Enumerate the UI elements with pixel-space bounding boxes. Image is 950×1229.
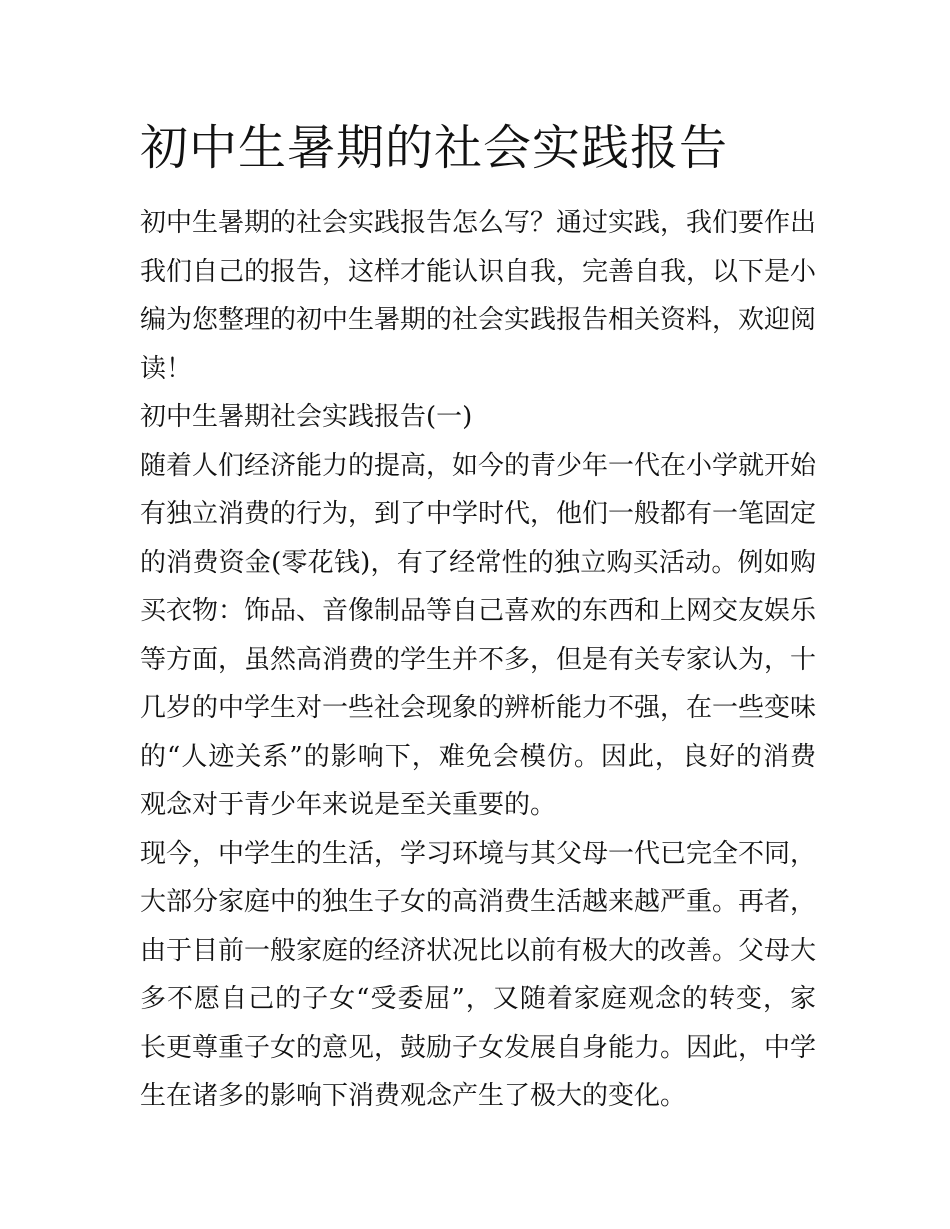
intro-paragraph: 初中生暑期的社会实践报告怎么写？通过实践，我们要作出我们自己的报告，这样才能认识自我，完善自我，以下是小编为您整理的初中生暑期的社会实践报告相关资料，欢迎阅读！ — [140, 208, 817, 384]
body-paragraph: 现今，中学生的生活，学习环境与其父母一代已完全不同，大部分家庭中的独生子女的高消费生活越来越严重。再者，由于目前一般家庭的经济状况比以前有极大的改善。父母大多不愿自己的子女“受委屈”，又随着家庭观念的转变，家长更尊重子女的意见，鼓励子女发展自身能力。因此，中学生在诸多的影响下消费观念产生了极大的变化。 — [140, 838, 817, 1111]
section-heading: 初中生暑期社会实践报告(一) — [140, 402, 473, 432]
document-body — [140, 199, 816, 1121]
body-paragraph: 随着人们经济能力的提高，如今的青少年一代在小学就开始有独立消费的行为，到了中学时代，他们一般都有一笔固定的消费资金(零花钱)，有了经常性的独立购买活动。例如购买衣物：饰品、音像制品等自己喜欢的东西和上网交友娱乐等方面，虽然高消费的学生并不多，但是有关专家认为，十几岁的中学生对一些社会现象的辨析能力不强，在一些变味的“人迹关系”的影响下，难免会模仿。因此，良好的消费观念对于青少年来说是至关重要的。 — [140, 450, 817, 820]
document-title: 初中生暑期的社会实践报告 — [140, 120, 729, 176]
